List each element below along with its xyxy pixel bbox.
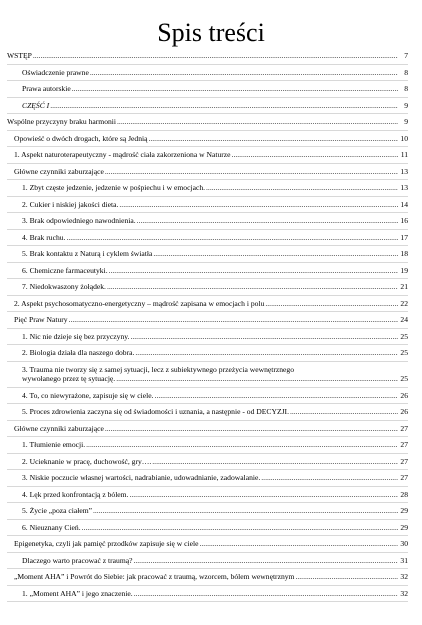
toc-entry[interactable] [7,180,408,197]
toc-entry-label: 4. To, co niewyrażone, zapisuje się w ciele. [22,390,154,400]
toc-entry-label: 1. Aspekt naturoterapeutyczny - mądrość ciała zakorzeniona w Naturze [14,150,231,159]
toc-entry-label: Główne czynniki zaburzające [14,423,104,433]
dot-leader [130,332,398,342]
toc-entry-label: 2. Biologia działa dla naszego dobra. [22,348,135,357]
dot-leader [66,233,398,243]
toc-entry[interactable] [7,263,408,280]
toc-entry[interactable] [7,279,408,296]
toc-entry-label: Oświadczenie prawne [22,67,89,77]
toc-entry[interactable] [7,404,408,421]
toc-entry-label: wywołanego przez tę sytuację. [22,374,116,383]
toc-entry-label-line1: 3. Trauma nie tworzy się z samej sytuacji, lecz z subiektywnego przeżycia wewnętrznego [22,364,295,374]
toc-entry-page-number: 9 [404,117,408,126]
toc-entry-page-number: 9 [404,100,408,110]
dot-leader [90,68,398,78]
toc-entry[interactable] [7,388,408,405]
toc-entry-label: „Moment AHA” i Powrót do Siebie: jak pracować z traumą, wzorcem, bólem wewnętrznym [14,572,295,581]
toc-entry-page-number: 25 [400,348,408,357]
toc-entry-label: 5. Życie „poza ciałem” [22,506,92,515]
toc-entry-label: 3. Brak odpowiedniego nawodnienia. [22,216,136,225]
toc-entry[interactable] [7,296,408,313]
toc-entry-label: CZĘŚĆ I [22,100,50,110]
dot-leader [86,440,398,450]
toc-entry[interactable] [7,230,408,247]
toc-entry-label: Główne czynniki zaburzające [14,166,104,176]
toc-entry-page-number: 17 [400,232,408,242]
toc-entry-page-number: 13 [400,183,408,192]
dot-leader [133,556,398,566]
toc-entry-label: Opowieść o dwóch drogach, które są Jednią [14,133,148,143]
dot-leader [119,200,398,210]
toc-entry-label: 5. Proces zdrowienia zaczyna się od świadomości i uznania, a następnie - od DECYZJI. [22,407,289,416]
toc-entry[interactable] [7,98,408,115]
toc-entry-page-number: 28 [400,489,408,499]
toc-entry-page-number: 25 [400,331,408,341]
toc-entry-page-number: 14 [400,199,408,209]
toc-entry-label: 1. „Moment AHA” i jego znaczenie. [22,588,133,598]
toc-entry-label: 5. Brak kontaktu z Naturą i cyklem światła [22,249,153,258]
dot-leader [206,183,398,193]
toc-entry[interactable] [7,362,408,388]
dot-leader [295,572,398,582]
dot-leader [69,315,398,325]
toc-entry-page-number: 27 [400,423,408,433]
toc-entry-label: 2. Aspekt psychosomatyczno-energetyczny – mądrość zapisana w emocjach i polu [14,298,265,308]
toc-entry-label: 2. Cukier i niskiej jakości dieta. [22,199,119,209]
toc-entry-label: 4. Lęk przed konfrontacją z bólem. [22,489,129,499]
dot-leader [129,490,398,500]
dot-leader [116,374,398,384]
toc-entry[interactable] [7,470,408,487]
dot-leader [33,51,398,61]
toc-entry-page-number: 29 [400,522,408,532]
dot-leader [82,523,398,533]
toc-entry[interactable] [7,213,408,230]
toc-entry-label: 1. Nic nie dzieje się bez przyczyny. [22,331,130,341]
dot-leader [137,216,398,226]
toc-entry[interactable] [7,65,408,82]
dot-leader [148,134,398,144]
toc-entry-page-number: 13 [400,166,408,176]
toc-entry-page-number: 29 [400,506,408,515]
dot-leader [135,348,398,358]
dot-leader [265,299,398,309]
toc-entry[interactable] [7,329,408,346]
toc-entry[interactable] [7,569,408,586]
toc-entry-page-number: 25 [400,374,408,383]
dot-leader [155,391,398,401]
toc-entry-label: 6. Nieuznany Cień. [22,522,81,532]
dot-leader [117,117,398,127]
toc-entry-page-number: 19 [400,265,408,275]
toc-entry[interactable] [7,437,408,454]
toc-entry[interactable] [7,345,408,362]
toc-entry[interactable] [7,246,408,263]
toc-entry-page-number: 8 [404,67,408,77]
toc-entry[interactable] [7,503,408,520]
dot-leader [72,84,398,94]
toc-entry-page-number: 18 [400,249,408,258]
table-of-contents [7,48,408,602]
toc-entry[interactable] [7,520,408,537]
dot-leader [105,167,398,177]
toc-entry[interactable] [7,421,408,438]
toc-entry[interactable] [7,553,408,570]
dot-leader [107,282,398,292]
toc-entry-label: 1. Zbyt częste jedzenie, jedzenie w pośpiechu i w emocjach. [22,183,206,192]
dot-leader [50,101,398,111]
dot-leader [93,506,398,516]
toc-entry-page-number: 26 [400,390,408,400]
toc-entry-label: Pięć Praw Natury [14,315,68,324]
toc-entry-label: Prawa autorskie [22,84,71,93]
toc-entry-page-number: 32 [400,572,408,581]
toc-entry-page-number: 27 [400,473,408,482]
toc-entry[interactable] [7,536,408,553]
toc-entry-page-number: 16 [400,216,408,225]
toc-entry[interactable] [7,487,408,504]
page-title: Spis treści [157,18,265,47]
toc-entry[interactable] [7,586,408,603]
dot-leader [105,424,398,434]
dot-leader [134,589,398,599]
toc-entry-label: 6. Chemiczne farmaceutyki. [22,265,108,275]
toc-entry-page-number: 7 [404,51,408,60]
toc-entry[interactable] [7,131,408,148]
toc-entry-page-number: 21 [400,282,408,291]
toc-entry[interactable] [7,454,408,471]
toc-entry[interactable] [7,197,408,214]
toc-entry-page-number: 27 [400,456,408,466]
toc-entry-label: 7. Niedokwaszony żołądek. [22,282,106,291]
dot-leader [200,539,399,549]
toc-entry[interactable] [7,312,408,329]
toc-entry-page-number: 24 [400,315,408,324]
toc-entry-label: 3. Niskie poczucie własnej wartości, nadrabianie, udowadnianie, zadowalanie. [22,473,261,482]
toc-entry-page-number: 10 [400,133,408,143]
toc-entry-label: 4. Brak ruchu. [22,232,66,242]
toc-entry-label: 1. Tłumienie emocji. [22,440,86,449]
dot-leader [290,407,398,417]
toc-entry-label: Dlaczego warto pracować z traumą? [22,555,133,565]
toc-entry-label: Epigenetyka, czyli jak pamięć przodków zapisuje się w ciele [14,539,199,548]
toc-entry-label: Wspólne przyczyny braku harmonii [7,117,117,126]
toc-entry-page-number: 32 [400,588,408,598]
toc-entry-page-number: 22 [400,298,408,308]
toc-entry[interactable] [7,114,408,131]
toc-entry-label: 2. Ucieknanie w pracę, duchowość, gry…. [22,456,152,466]
toc-entry[interactable] [7,48,408,65]
toc-entry-page-number: 11 [400,150,408,159]
dot-leader [232,150,398,160]
toc-entry-page-number: 26 [400,407,408,416]
toc-entry-page-number: 27 [400,440,408,449]
dot-leader [153,249,398,259]
toc-entry-label: WSTĘP [7,51,32,60]
toc-entry-page-number: 31 [400,555,408,565]
toc-entry[interactable] [7,81,408,98]
toc-entry-page-number: 30 [400,539,408,548]
toc-entry-page-number: 8 [404,84,408,93]
dot-leader [109,266,398,276]
toc-entry[interactable] [7,164,408,181]
dot-leader [261,473,398,483]
toc-entry[interactable] [7,147,408,164]
dot-leader [152,457,398,467]
